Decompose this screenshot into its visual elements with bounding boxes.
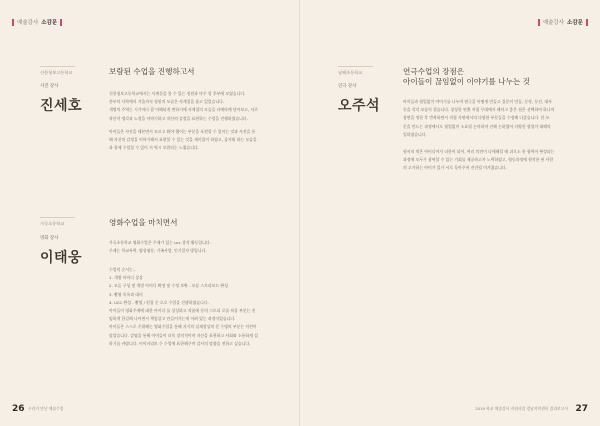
header-accent-bar: [586, 19, 588, 26]
teacher-role: 사진 강사: [40, 84, 59, 89]
teacher-role: 영화 강사: [40, 236, 59, 241]
page-number: 27: [575, 404, 588, 414]
title-line: 연극수업의 장점은: [403, 67, 465, 76]
text-line: 2. 모둠 구성 및 개별 아이디 확정 및 수정 보완 - 모둠 스토리보드 완성: [109, 283, 228, 289]
header-section: 소감문: [567, 20, 583, 26]
text-line: 임하게 한길해 나아면서 책임감고 만들어가는게 어려 있는 과정이었습니다.: [109, 316, 236, 322]
text-line: 일하였습니다.: [403, 131, 427, 137]
essay-paragraph: [403, 148, 575, 173]
header-accent-bar: [60, 19, 62, 26]
text-line: 아이들이 영화주제에 대한 아이디 를 상상하고 작품에 등의 스토리 로를 처음 부분는 친: [109, 308, 256, 314]
text-line: 신한청보고등학교에서는 사계등을 볼 수 있는 정원과 마주 할 후부에 모였습니다.: [109, 91, 246, 96]
text-line: 아이들은 스스로 주위해는 영화수업을 통해 자기의 실제장상의 문 수명의 부분는 이견이: [109, 324, 257, 330]
text-line: 과 함께 수업할 수 있어 저 역시 보람되는 느꼈습니다.: [109, 145, 200, 151]
text-line: 3. 촬영 목록과 대비: [109, 291, 143, 297]
text-line: 해 자신의 감정을 이야기해서 표현할 수 있는 것을 재미있어 하였고, 즐거워 하는 모습을: [109, 137, 257, 143]
text-line: 1. 개별 아이디 상상: [109, 275, 143, 281]
text-line: 원서의 먹은 아이디어가 녀한이 되어, 여러 의견이 다에해할 때 쉬로소 한 협력이 완성되는: [403, 149, 555, 154]
text-line: 아이들과 협업없이 야이기를 나누며 연극을 어떻게 만들고 질문이 만들, 동작, 동선, 대사: [403, 99, 552, 104]
essay-paragraph: [109, 239, 279, 255]
header-right: [538, 18, 588, 26]
header-accent-bar: [538, 19, 540, 26]
teacher-name: 오주석: [338, 98, 381, 114]
text-line: 등을 각각 모둠이 결습니다. 창상한 연출 직접 무대에서 레이고 좋은 점은 선택하여 하나의: [403, 107, 555, 113]
school-name: 남해초등학교: [338, 70, 363, 75]
essay-paragraph: [109, 266, 279, 348]
header-accent-bar: [12, 19, 14, 26]
school-name: 신한청보고등학교: [40, 70, 73, 75]
essay-title: [403, 67, 530, 87]
text-line: 작산적 생각과 느낌을 이야기하고 작산의 감정을 표현하는 수업을 진행하였습니다.: [109, 115, 248, 121]
section-rule: [40, 66, 75, 67]
text-line: 하기를 바랍니다. 이이키리트 수 수업에 표한해주며 감사의 말씀을 전하고 싶습니다.: [109, 340, 251, 346]
essay-paragraph: [109, 128, 279, 153]
text-line: 가곡초등학교 영화수업은 주제가 있는 ucc 창작 활동입니다.: [109, 240, 211, 245]
text-line: 수업의 순서는...: [109, 267, 137, 272]
header-left: [12, 18, 62, 26]
text-line: 의 고가하는 아이가 있가 서로 독아주며 진진될 이겨졌습니다.: [403, 165, 507, 171]
page-fold: [299, 0, 300, 426]
school-name: 가곡초등학교: [40, 221, 65, 226]
text-line: 아이들은 사진을 해본면서 모르고 봐야 했어는 부분을 포현할 수 있어는 것과 사진을 통: [109, 129, 256, 134]
header-category: 예술강사: [542, 20, 565, 26]
text-line: 장면을 정한 후 반복하면서 직접 사연에서의 다양한 부분들을 수정해 나갔습니다. 한 모: [403, 115, 550, 121]
essay-title: 영화수업을 마치면서: [109, 218, 178, 227]
footer-text: 우리가 만난 예술수업: [28, 406, 64, 411]
essay-paragraph: [403, 98, 575, 139]
page-number: 26: [12, 404, 25, 414]
text-line: 문을 만드는 과정에서도 협업없이 소요될 논의하며 진해 논하였어 다양한 협업이 대해의: [403, 123, 551, 129]
section-rule: [338, 66, 373, 67]
text-line: 주제는 학교폭력, 양성평등, 가족사랑, 인기일자 방입니다.: [109, 248, 207, 254]
essay-paragraph: [109, 90, 279, 123]
text-line: 과정에 모두가 참여할 수 있는 기회를 제공하고자 노력하였고, 협동과정에 협적한 된 사람: [403, 157, 554, 163]
header-category: 예술강사: [17, 20, 39, 26]
teacher-role: 연극 강사: [338, 84, 357, 89]
teacher-name: 이태웅: [40, 250, 83, 266]
essay-title: 보람된 수업을 진행하고서: [109, 67, 195, 76]
title-line: 아이들이 끊임없이 이야기를 나누는 것: [403, 77, 531, 86]
text-line: 풍부의 사학에서 겨울까지 정원의 모습은 사계절을 품고 있었습니다.: [109, 99, 225, 105]
text-line: 맞았습니다. 감염을 통해 아이들이 더욱 창의적이며 자신을 표현하고 사회와 소통하게 설: [109, 332, 258, 338]
text-line: 개별의 주역는 시기마다 잘 이해되게 변하기에 사계절의 모습을 카메라에 담아보고, 서로: [109, 107, 258, 113]
text-line: 4. UCC 완성 - 촬영 / 편집 순 으로 수업을 진행하였습니다.: [109, 299, 209, 305]
section-rule: [40, 217, 75, 218]
header-section: 소감문: [41, 20, 58, 26]
teacher-name: 진세호: [40, 98, 83, 114]
footer-text: 2019 학교 예술강사 지원사업 경남지역센터 결과보고서: [475, 406, 568, 411]
